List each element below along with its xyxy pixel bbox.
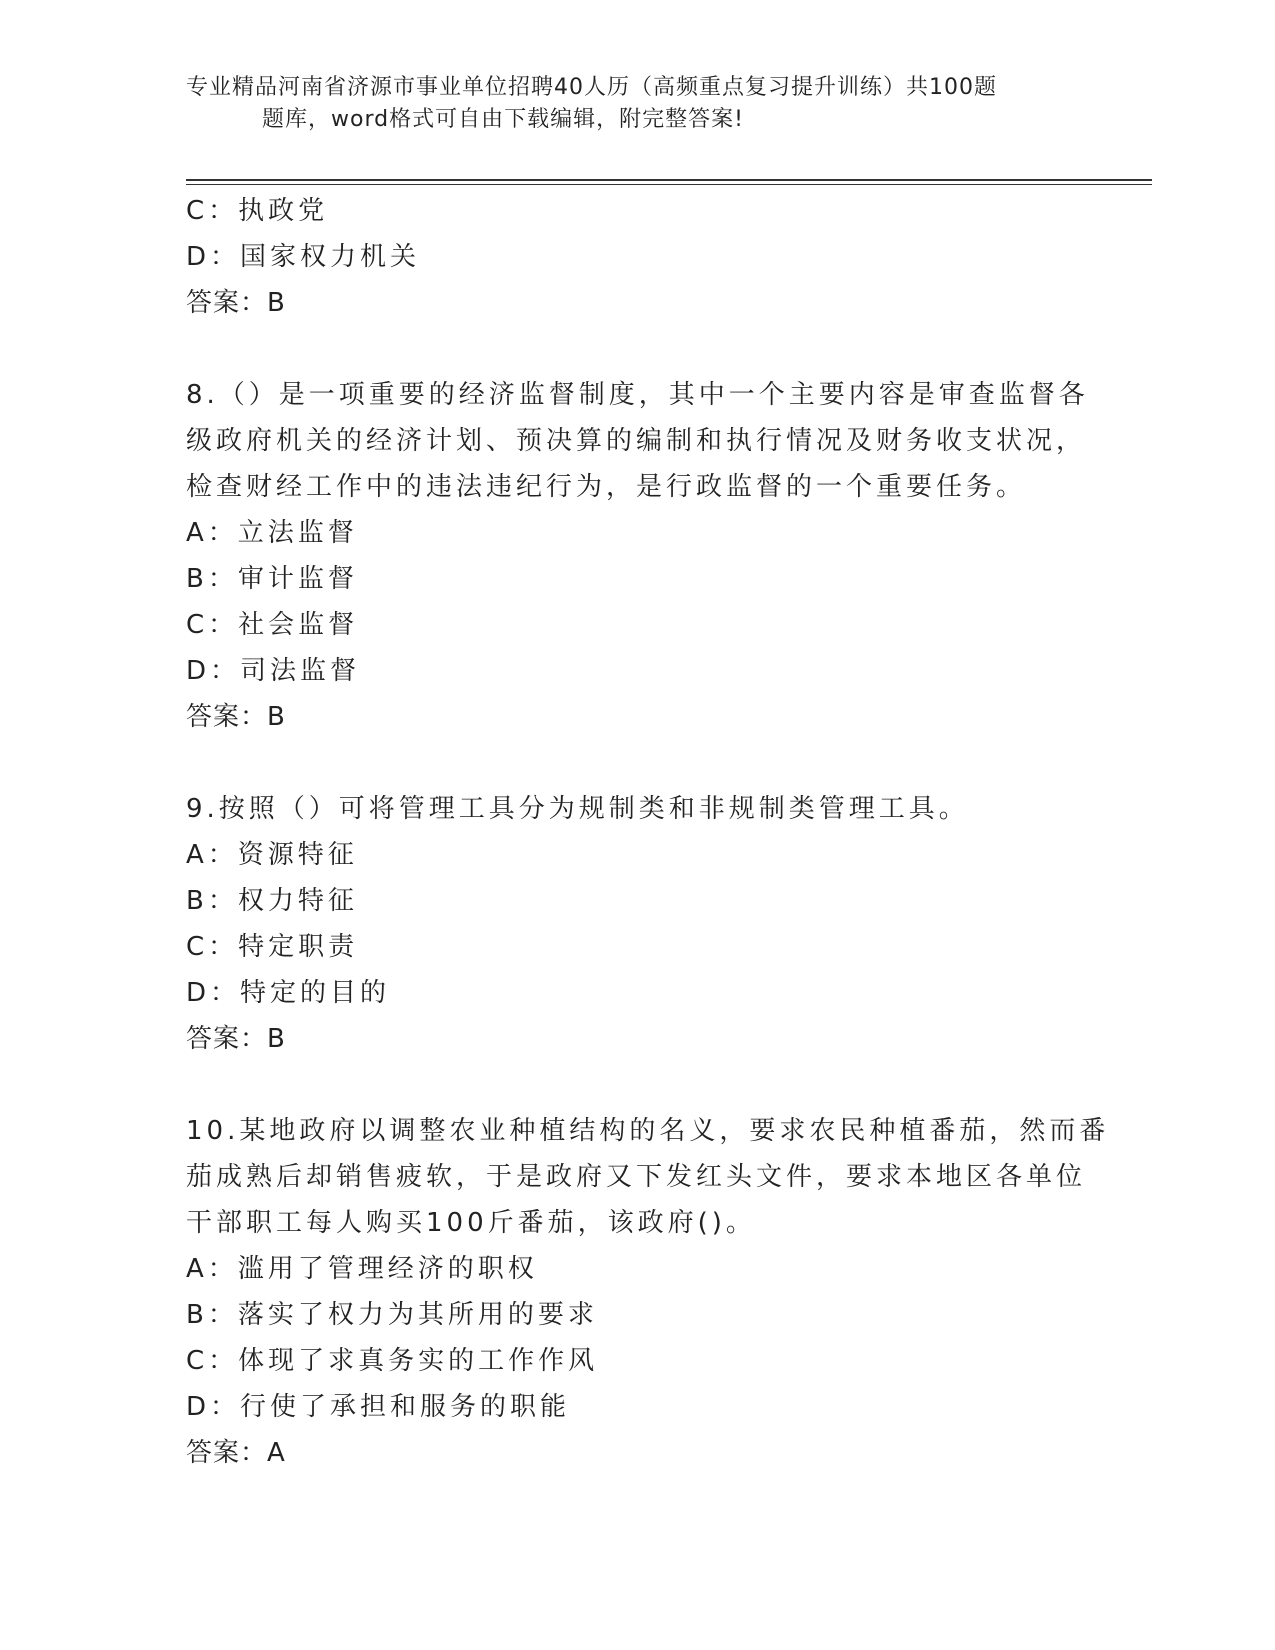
answer-line: 答案：B	[186, 702, 286, 732]
option-d: D：国家权力机关	[186, 242, 421, 272]
question-stem: 8.（）是一项重要的经济监督制度，其中一个主要内容是审查监督各	[186, 380, 1089, 410]
question-stem: 干部职工每人购买100斤番茄，该政府()。	[186, 1208, 756, 1238]
question-8	[186, 372, 1089, 740]
option-d: D：特定的目的	[186, 978, 391, 1008]
option-a: A：立法监督	[186, 518, 358, 548]
option-d: D：司法监督	[186, 656, 361, 686]
header-rule-thin	[186, 184, 1152, 185]
header-title-line-1: 专业精品河南省济源市事业单位招聘40人历（高频重点复习提升训练）共100题	[186, 75, 997, 100]
question-stem: 9.按照（）可将管理工具分为规制类和非规制类管理工具。	[186, 794, 969, 824]
option-c: C：体现了求真务实的工作作风	[186, 1346, 599, 1376]
document-header	[186, 72, 1086, 136]
option-b: B：权力特征	[186, 886, 358, 916]
answer-line: 答案：B	[186, 288, 286, 318]
header-title-line-2: 题库，word格式可自由下载编辑，附完整答案!	[262, 107, 744, 132]
question-10	[186, 1108, 1110, 1476]
answer-line: 答案：B	[186, 1024, 286, 1054]
question-stem: 级政府机关的经济计划、预决算的编制和执行情况及财务收支状况，	[186, 426, 1087, 456]
option-b: B：审计监督	[186, 564, 358, 594]
question-content	[186, 188, 1110, 1476]
option-c: C：特定职责	[186, 932, 359, 962]
question-9	[186, 786, 1086, 1062]
answer-line: 答案：A	[186, 1438, 286, 1468]
option-c: C：执政党	[186, 196, 329, 226]
option-a: A：滥用了管理经济的职权	[186, 1254, 538, 1284]
question-stem: 茄成熟后却销售疲软，于是政府又下发红头文件，要求本地区各单位	[186, 1162, 1087, 1192]
question-7-tail	[186, 188, 1086, 326]
question-stem: 检查财经工作中的违法违纪行为，是行政监督的一个重要任务。	[186, 472, 1027, 502]
option-b: B：落实了权力为其所用的要求	[186, 1300, 598, 1330]
option-c: C：社会监督	[186, 610, 359, 640]
option-a: A：资源特征	[186, 840, 358, 870]
option-d: D：行使了承担和服务的职能	[186, 1392, 571, 1422]
header-rule-thick	[186, 179, 1152, 181]
question-stem: 10.某地政府以调整农业种植结构的名义，要求农民种植番茄，然而番	[186, 1116, 1110, 1146]
